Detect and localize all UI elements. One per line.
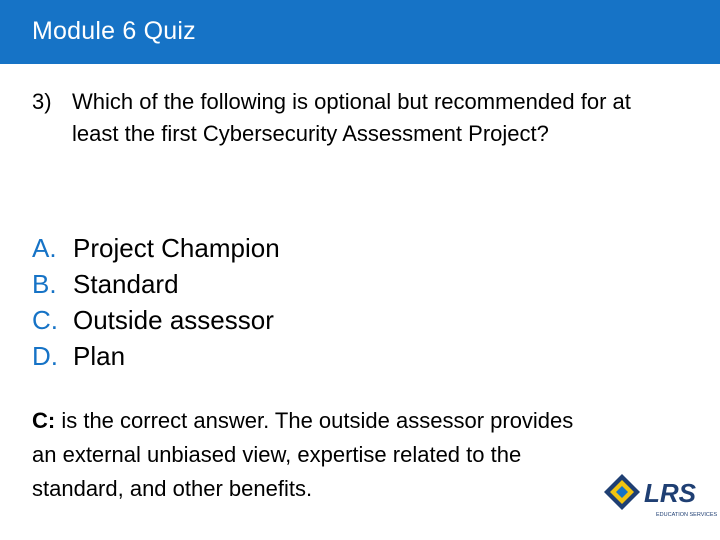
option-c	[32, 302, 532, 338]
logo-wordmark: LRS	[644, 478, 696, 508]
title-bar	[0, 0, 720, 64]
option-text: Project Champion	[73, 233, 280, 263]
answer-text: is the correct answer. The outside assessor provides an external unbiased view, expertise related to the standard, and other benefits.	[32, 408, 574, 501]
option-text: Outside assessor	[73, 305, 274, 335]
option-d	[32, 338, 532, 374]
option-text: Standard	[73, 269, 179, 299]
logo-subtext: EDUCATION SERVICES	[656, 512, 718, 518]
option-text: Plan	[73, 341, 126, 371]
option-letter: B.	[32, 269, 57, 299]
answer-lead: C:	[32, 408, 56, 433]
option-letter: A.	[32, 233, 57, 263]
question	[32, 86, 672, 150]
option-letter: D.	[32, 341, 58, 371]
answer-options	[32, 230, 532, 374]
page-title: Module 6 Quiz	[32, 17, 196, 45]
answer-explanation	[32, 404, 592, 506]
option-a	[32, 230, 532, 266]
lrs-logo	[600, 468, 718, 528]
lrs-logo-icon	[600, 468, 718, 528]
question-text: Which of the following is optional but recommended for at least the first Cybersecurity Assessment Project?	[72, 89, 631, 146]
question-number: 3)	[32, 89, 52, 114]
option-letter: C.	[32, 305, 58, 335]
option-b	[32, 266, 532, 302]
